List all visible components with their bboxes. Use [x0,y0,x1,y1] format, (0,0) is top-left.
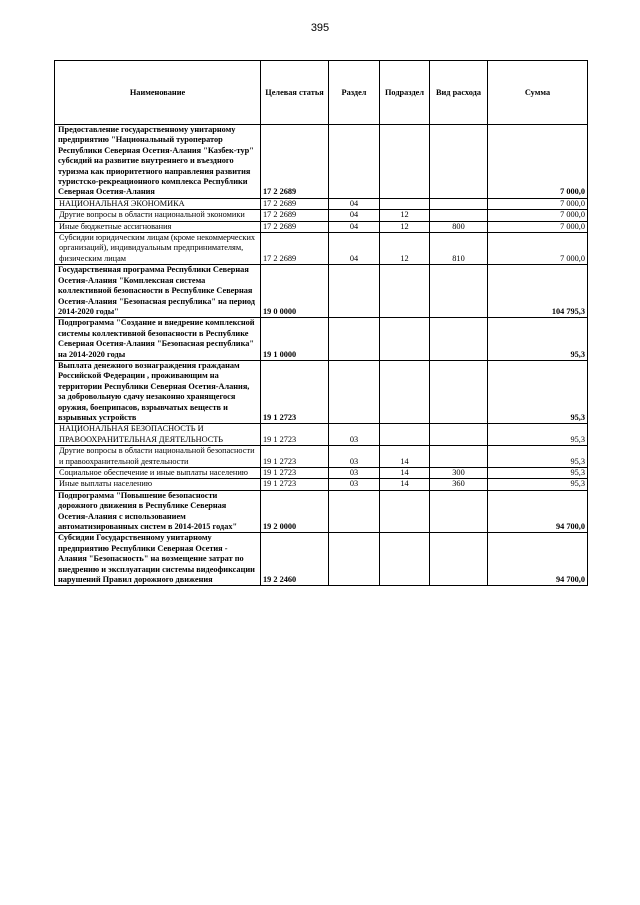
row-expense-type [430,360,488,423]
row-expense-type: 810 [430,233,488,265]
row-amount: 7 000,0 [488,210,588,221]
table-row [55,360,588,423]
row-section [329,490,380,533]
table-row [55,533,588,586]
page-number: 395 [310,22,330,34]
row-target: 19 1 2723 [261,360,329,423]
row-target: 19 1 2723 [261,468,329,479]
row-subsection [380,490,430,533]
row-name: Иные бюджетные ассигнования [55,221,261,232]
header-target: Целевая статья [261,61,329,125]
row-section [329,125,380,199]
row-expense-type [430,424,488,446]
row-section: 03 [329,446,380,468]
table-row [55,198,588,209]
row-section: 04 [329,233,380,265]
row-name: НАЦИОНАЛЬНАЯ ЭКОНОМИКА [55,198,261,209]
row-amount: 104 795,3 [488,265,588,318]
row-amount: 95,3 [488,360,588,423]
table-row [55,318,588,361]
row-target: 17 2 2689 [261,198,329,209]
table-row [55,446,588,468]
table-row [55,221,588,232]
row-expense-type [430,198,488,209]
row-expense-type: 360 [430,479,488,490]
row-name: Подпрограмма "Повышение безопасности дорожного движения в Республике Северная Осетия-Алания с использованием автоматизированных систем в 2014-2015 годах" [55,490,261,533]
row-amount: 7 000,0 [488,221,588,232]
row-subsection: 12 [380,221,430,232]
row-subsection [380,360,430,423]
table-row [55,210,588,221]
row-expense-type [430,265,488,318]
table-row [55,265,588,318]
row-target: 19 2 2460 [261,533,329,586]
row-name: Другие вопросы в области национальной безопасности и правоохранительной деятельности [55,446,261,468]
row-name: Иные выплаты населению [55,479,261,490]
header-expense-type: Вид расхода [430,61,488,125]
row-amount: 7 000,0 [488,233,588,265]
row-target: 19 2 0000 [261,490,329,533]
row-section [329,360,380,423]
row-name: Субсидии Государственному унитарному предприятию Республики Северная Осетия - Алания "Безопасность" на возмещение затрат по внедрению и эксплуатации системы видеофиксации нарушений Правил дорожного движения [55,533,261,586]
row-subsection [380,424,430,446]
table-header-row [55,61,588,125]
row-target: 19 1 2723 [261,479,329,490]
row-amount: 95,3 [488,468,588,479]
row-target: 17 2 2689 [261,233,329,265]
row-target: 19 1 2723 [261,446,329,468]
header-section: Раздел [329,61,380,125]
row-expense-type [430,490,488,533]
row-amount: 7 000,0 [488,125,588,199]
table-row [55,125,588,199]
row-expense-type [430,210,488,221]
row-section: 03 [329,479,380,490]
row-subsection [380,125,430,199]
row-subsection [380,533,430,586]
row-section [329,533,380,586]
row-subsection [380,318,430,361]
row-target: 19 0 0000 [261,265,329,318]
row-subsection: 12 [380,233,430,265]
row-expense-type: 800 [430,221,488,232]
table-row [55,490,588,533]
row-section [329,318,380,361]
row-name: Выплата денежного вознаграждения гражданам Российской Федерации , проживающим на территории Республики Северная Осетия-Алания, за добровольную сдачу незаконно хранящегося оружия, боеприпасов, взрывчатых веществ и взрывных устройств [55,360,261,423]
row-section: 03 [329,468,380,479]
row-expense-type [430,533,488,586]
row-amount: 95,3 [488,479,588,490]
table-row [55,233,588,265]
row-name: Государственная программа Республики Северная Осетия-Алания "Комплексная система коллективной безопасности в Республике Северная Осетия-Алания "Безопасная республика" на период 2014-2020 годы" [55,265,261,318]
row-expense-type [430,446,488,468]
row-expense-type [430,318,488,361]
row-amount: 95,3 [488,318,588,361]
table-row [55,468,588,479]
row-amount: 95,3 [488,446,588,468]
row-target: 17 2 2689 [261,125,329,199]
row-section: 04 [329,221,380,232]
table-row [55,424,588,446]
row-name: Предоставление государственному унитарному предприятию "Национальный туроператор Республики Северная Осетия-Алания "Казбек-тур" субсидий на развитие внутреннего и въездного туризма как приоритетного направления развития туристско-рекреационного комплекса Республики Северная Осетия-Алания [55,125,261,199]
row-target: 19 1 2723 [261,424,329,446]
row-name: Субсидии юридическим лицам (кроме некоммерческих организаций), индивидуальным предпринимателям, физическим лицам [55,233,261,265]
row-subsection: 14 [380,468,430,479]
row-amount: 95,3 [488,424,588,446]
row-name: Другие вопросы в области национальной экономики [55,210,261,221]
row-subsection: 14 [380,479,430,490]
row-target: 19 1 0000 [261,318,329,361]
row-expense-type: 300 [430,468,488,479]
row-subsection: 12 [380,210,430,221]
row-amount: 94 700,0 [488,490,588,533]
row-target: 17 2 2689 [261,210,329,221]
row-subsection [380,265,430,318]
row-name: Подпрограмма "Создание и внедрение комплексной системы коллективной безопасности в Республике Северная Осетия-Алания "Безопасная республика" на 2014-2020 годы [55,318,261,361]
row-target: 17 2 2689 [261,221,329,232]
header-amount: Сумма [488,61,588,125]
budget-table [54,60,588,586]
header-name: Наименование [55,61,261,125]
row-amount: 7 000,0 [488,198,588,209]
row-section: 03 [329,424,380,446]
row-amount: 94 700,0 [488,533,588,586]
header-subsection: Подраздел [380,61,430,125]
row-section [329,265,380,318]
table-row [55,479,588,490]
row-subsection: 14 [380,446,430,468]
row-section: 04 [329,198,380,209]
row-section: 04 [329,210,380,221]
row-name: Социальное обеспечение и иные выплаты населению [55,468,261,479]
row-expense-type [430,125,488,199]
row-subsection [380,198,430,209]
row-name: НАЦИОНАЛЬНАЯ БЕЗОПАСНОСТЬ И ПРАВООХРАНИТЕЛЬНАЯ ДЕЯТЕЛЬНОСТЬ [55,424,261,446]
